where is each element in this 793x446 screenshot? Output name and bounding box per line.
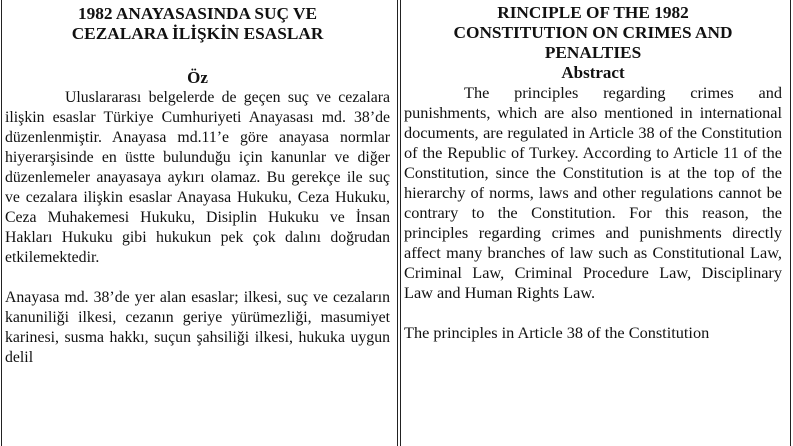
column-divider-right — [400, 0, 401, 446]
english-abstract-paragraph-1: The principles regarding crimes and punishments, which are also mentioned in international documents, are regulated in Article 38 of the Constitution of the Republic of Turkey. According to Article 11 of the Constitution, since the Constitution is at the top of the hierarchy of norms, laws and other regulations cannot be contrary to the Constitution. For this reason, the principles regarding crimes and punishments directly affect many branches of law such as Constitutional Law, Criminal Law, Criminal Procedure Law, Disciplinary Law and Human Rights Law. — [404, 83, 782, 302]
column-divider-left — [397, 0, 398, 446]
turkish-abstract-paragraph-2: Anayasa md. 38’de yer alan esaslar; ilkesi, suç ve cezaların kanuniliği ilkesi, cezanın geriye yürümezliği, masumiyet karinesi, susma hakkı, suçun şahsiliği ilkesi, hukuka uygun delil — [5, 289, 390, 366]
english-title: RINCIPLE OF THE 1982 CONSTITUTION ON CRIMES AND PENALTIES — [453, 3, 733, 62]
turkish-abstract-paragraph-1: Uluslararası belgelerde de geçen suç ve cezalara ilişkin esaslar Türkiye Cumhuriyeti Anayasası md. 38’de düzenlenmiştir. Anayasa md.11’e göre anayasa normlar hiyerarşisinde en üstte bulunduğu için kanunlar ve diğer düzenlemeler anayasaya aykırı olamaz. Bu gerekçe ile suç ve cezalara ilişkin esaslar Anayasa Hukuku, Ceza Hukuku, Ceza Muhakemesi Hukuku, Disiplin Hukuku ve İnsan Hakları Hukuku gibi hukukun pek çok dalını doğrudan etkilemektedir. — [5, 89, 390, 266]
paragraph-gap — [404, 303, 782, 323]
english-abstract-heading: Abstract — [561, 63, 625, 82]
english-column — [402, 0, 786, 343]
turkish-column — [2, 0, 394, 368]
paragraph-gap — [5, 268, 390, 288]
english-abstract-paragraph-2: The principles in Article 38 of the Constitution — [404, 323, 710, 342]
right-border-line — [790, 0, 791, 446]
turkish-abstract-heading: Öz — [187, 68, 208, 87]
turkish-title: 1982 ANAYASASINDA SUÇ VE CEZALARA İLİŞKİN ESASLAR — [71, 4, 324, 43]
